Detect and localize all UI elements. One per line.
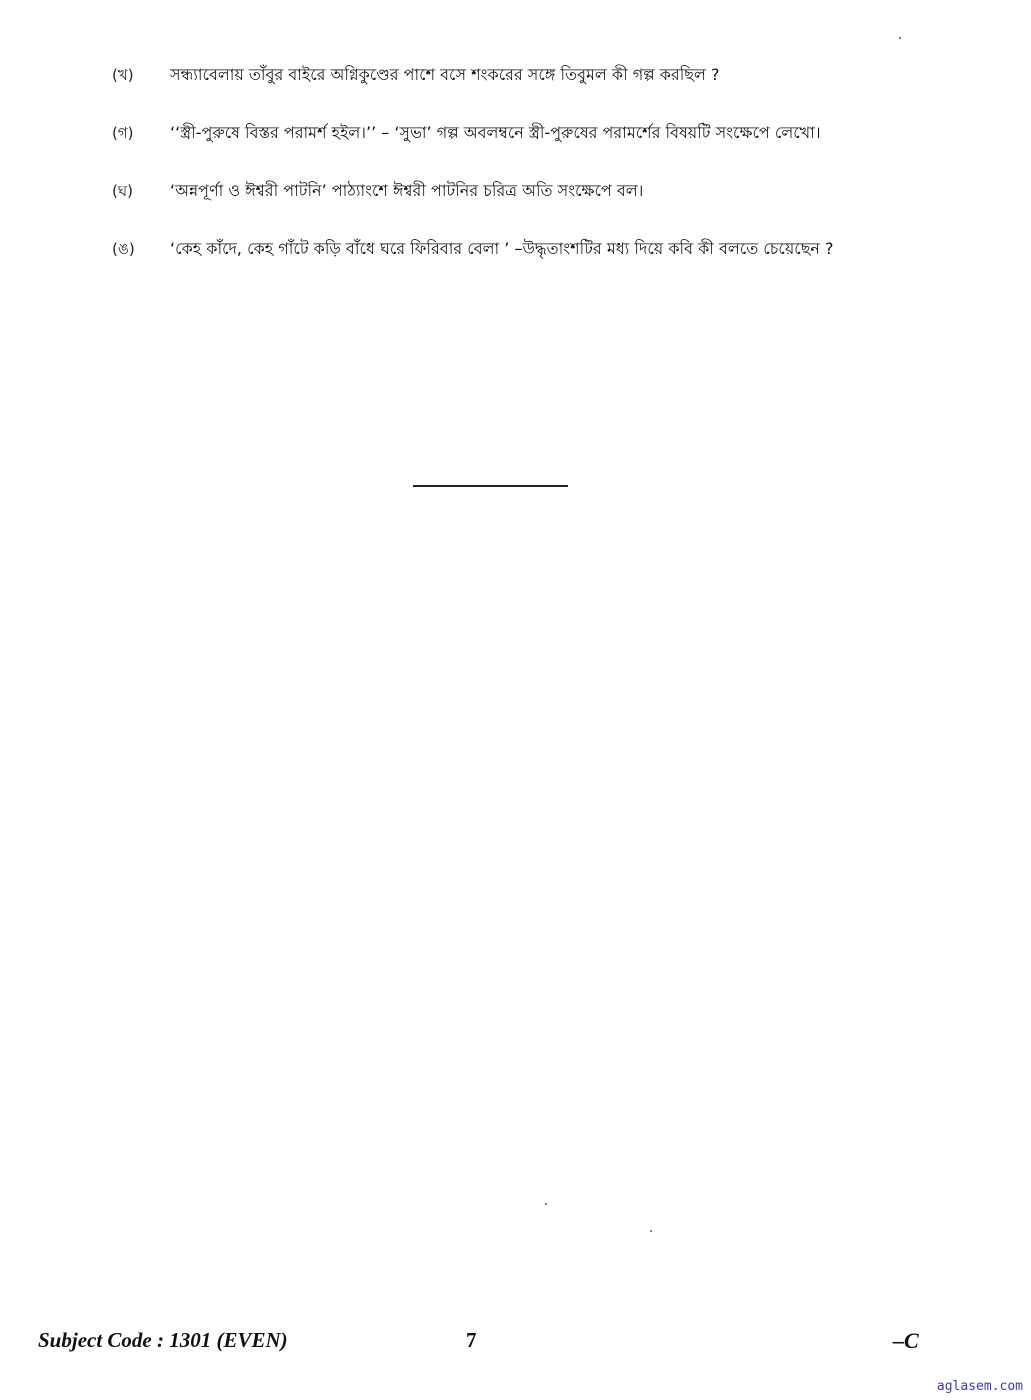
question-number: (গ) [112,124,134,142]
page-footer [0,1328,1031,1368]
question-text: ‘কেহ কাঁদে, কেহ গাঁটে কড়ি বাঁধে ঘরে ফিরিবার বেলা ’ –উদ্ধৃতাংশটির মধ্য দিয়ে কবি কী বলতে চেয়েছেন ? [170,239,834,258]
scan-speck [545,1203,547,1205]
scan-speck [650,1230,652,1232]
question-text: সন্ধ্যাবেলায় তাঁবুর বাইরে অগ্নিকুণ্ডের পাশে বসে শংকরের সঙ্গে তিবুমল কী গল্প করছিল ? [170,65,720,84]
question-item [112,174,932,208]
scan-speck [899,37,901,39]
question-item [112,232,932,266]
question-text: ‘অন্নপূর্ণা ও ঈশ্বরী পাটনি’ পাঠ্যাংশে ঈশ্বরী পাটনির চরিত্র অতি সংক্ষেপে বল। [170,181,644,200]
question-list [112,58,932,290]
question-item [112,58,932,92]
question-text: ‘‘স্ত্রী-পুরুষে বিস্তর পরামর্শ হইল।’’ – ‘সুভা’ গল্প অবলম্বনে স্ত্রী-পুরুষের পরামর্শের বিষয়টি সংক্ষেপে লেখো। [170,123,821,142]
page-number: 7 [466,1328,477,1352]
question-number: (ঘ) [112,182,133,200]
end-of-section-divider [413,485,568,487]
question-number: (ঙ) [112,240,135,258]
watermark: aglasem.com [936,1379,1023,1394]
question-item [112,116,932,150]
subject-code: Subject Code : 1301 (EVEN) [38,1328,288,1352]
question-number: (খ) [112,66,134,84]
set-code: –C [893,1328,919,1353]
